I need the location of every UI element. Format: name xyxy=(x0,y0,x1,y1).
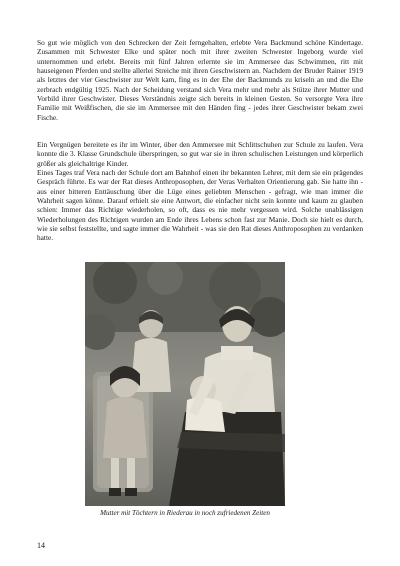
family-photo-image xyxy=(85,262,285,506)
page-number: 14 xyxy=(37,541,45,550)
text-section-1 xyxy=(37,38,363,122)
paragraph: Eines Tages traf Vera nach der Schule dort am Bahnhof einen ihr bekannten Lehrer, mit dem sie ein prägendes Gespräch führte. Es war der Rat dieses Anthroposophen, der Veras Verhalten Orientierung gab. Sie hatte ihn - aus einer bitteren Enttäuschung über die Lüge eines geliebten Menschen - gefragt, wie man immer die Wahrheit sagen könne. Darauf erhielt sie eine Antwort, die einfacher nicht sein konnte und kaum zu glauben schien: Immer das Richtige wiederholen, so oft, dass es nie mehr vergessen wird. Solche unablässigen Wiederholungen des Richtigen wurden am Ende ihres Lebens schon fast zur Manie. Doch sie hielt es durch, wie sie selbst feststellte, und sagte immer die Wahrheit - was sie den Rat dieses Anthroposophen zu verdanken hatte. xyxy=(37,168,363,243)
photo-caption: Mutter mit Töchtern in Riederau in noch zufriedenen Zeiten xyxy=(100,509,270,517)
paragraph: Ein Vergnügen bereitete es ihr im Winter, über den Ammersee mit Schlittschuhen zur Schule zu laufen. Vera konnte die 3. Klasse Grundschule überspringen, so gut war sie in ihren schulischen Leistungen und körperlich größer als gleichaltrige Kinder. xyxy=(37,140,363,168)
family-photo xyxy=(85,262,285,506)
text-section-2 xyxy=(37,140,363,243)
paragraph: So gut wie möglich von den Schrecken der Zeit ferngehalten, erlebte Vera Backmund schöne Kindertage. Zusammen mit Schwester Elke und später noch mit ihrer zweiten Schwester Ingeborg wurde viel unternommen und erlebt. Bereits mit fünf Jahren erlernte sie im Ammersee das Schwimmen, ritt mit hauseigenen Pferden und stellte allerlei Streiche mit ihren Geschwistern an. Nachdem der Bruder Rainer 1919 als letztes der vier Geschwister zur Welt kam, fing es in der Ehe der Backmunds zu kriseln an und die Ehe zerbrach endgültig 1925. Nach der Scheidung verstand sich Vera mehr und mehr als Stütze ihrer Mutter und Vorbild ihrer Geschwister. Dieses Verständnis zeigte sich bereits in kleinen Gesten. So versorgte Vera ihre Familie mit Weißfischen, die sie im Ammersee mit den Händen fing - jedes ihrer Geschwister bekam zwei Fische. xyxy=(37,38,363,122)
